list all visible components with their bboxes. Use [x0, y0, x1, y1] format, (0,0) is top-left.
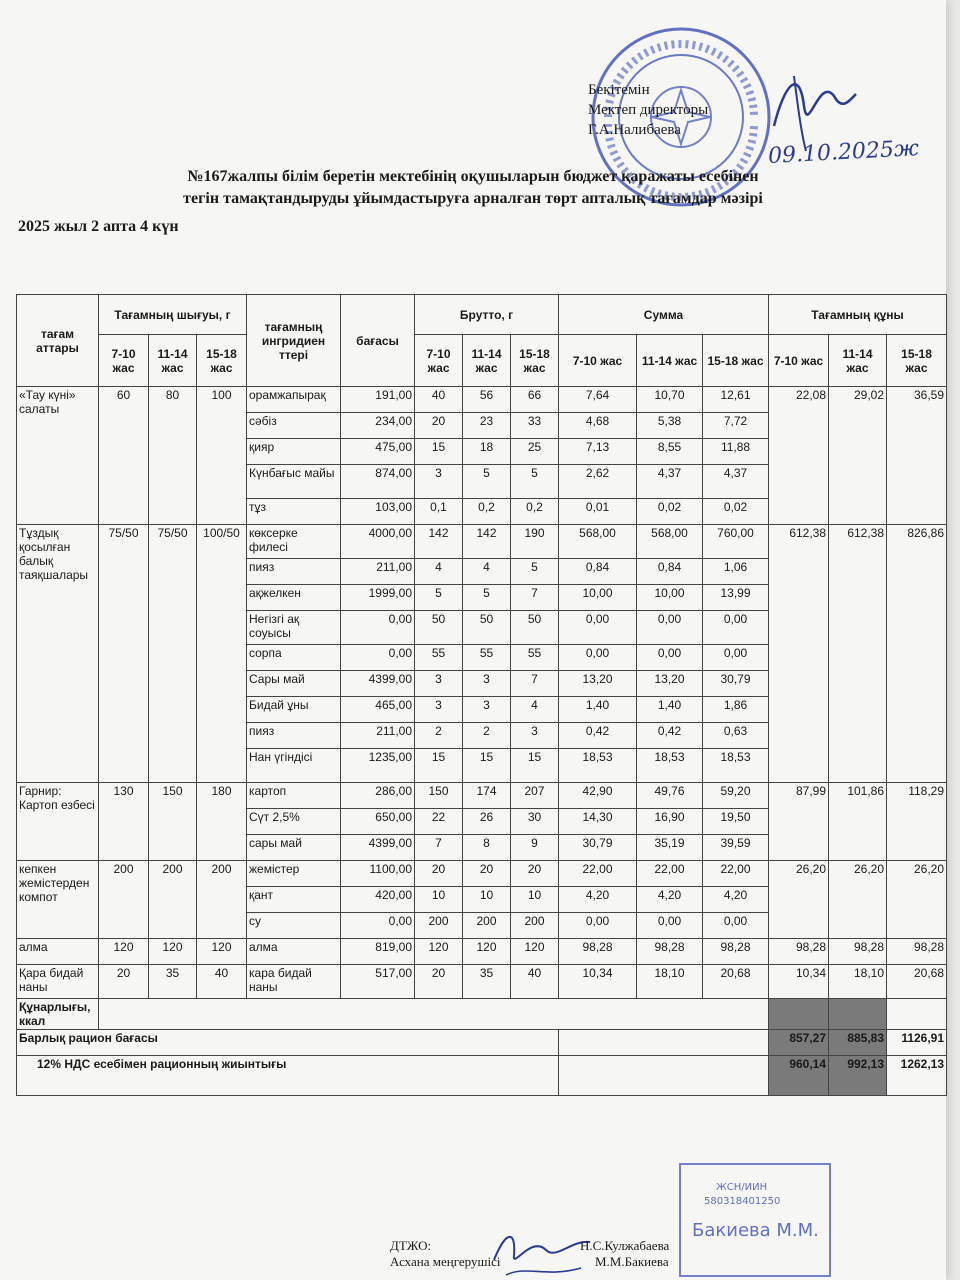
- yield-15-18: 40: [197, 965, 247, 999]
- header-yield: Тағамның шығуы, г: [99, 295, 247, 335]
- cell-s2: 18,53: [637, 749, 703, 783]
- cell-b2: 5: [463, 585, 511, 611]
- cell-b1: 3: [415, 671, 463, 697]
- cell-s1: 7,13: [559, 439, 637, 465]
- header-age: 15-18 жас: [511, 335, 559, 387]
- cell-s2: 49,76: [637, 783, 703, 809]
- cell-s3: 18,53: [703, 749, 769, 783]
- cell-s1: 2,62: [559, 465, 637, 499]
- yield-7-10: 20: [99, 965, 149, 999]
- header-age: 15-18 жас: [887, 335, 947, 387]
- ingredient-name: Күнбағыс майы: [247, 465, 341, 499]
- dish-cost-c2: 18,10: [829, 965, 887, 999]
- cell-b1: 150: [415, 783, 463, 809]
- cell-s2: 16,90: [637, 809, 703, 835]
- menu-table: [16, 294, 947, 1096]
- dish-cost-c3: 826,86: [887, 525, 947, 783]
- cell-b2: 26: [463, 809, 511, 835]
- cell-b1: 2: [415, 723, 463, 749]
- cell-s3: 39,59: [703, 835, 769, 861]
- cell-s1: 22,00: [559, 861, 637, 887]
- cell-b2: 18: [463, 439, 511, 465]
- yield-11-14: 150: [149, 783, 197, 861]
- cell-b3: 10: [511, 887, 559, 913]
- document-title: [0, 166, 946, 210]
- cell-b1: 50: [415, 611, 463, 645]
- approval-line-1: Бекітемін: [588, 82, 650, 98]
- cell-b1: 40: [415, 387, 463, 413]
- approval-line-2: Мектеп директоры: [588, 102, 709, 118]
- cell-b1: 55: [415, 645, 463, 671]
- cell-s1: 0,01: [559, 499, 637, 525]
- dish-cost-c3: 26,20: [887, 861, 947, 939]
- cell-s1: 0,84: [559, 559, 637, 585]
- approval-date: 09.10.2025ж: [767, 136, 920, 169]
- cell-b2: 0,2: [463, 499, 511, 525]
- cell-s1: 0,42: [559, 723, 637, 749]
- ingredient-name: Бидай ұны: [247, 697, 341, 723]
- cell-b2: 3: [463, 697, 511, 723]
- cell-s1: 0,00: [559, 913, 637, 939]
- cell-s3: 0,63: [703, 723, 769, 749]
- cell-price: 0,00: [341, 611, 415, 645]
- cell-s2: 8,55: [637, 439, 703, 465]
- cell-s1: 10,00: [559, 585, 637, 611]
- cell-s2: 4,20: [637, 887, 703, 913]
- ingredient-name: Сары май: [247, 671, 341, 697]
- cell-b3: 5: [511, 559, 559, 585]
- cell-b1: 200: [415, 913, 463, 939]
- cell-s3: 22,00: [703, 861, 769, 887]
- cell-s2: 18,10: [637, 965, 703, 999]
- cell-s1: 568,00: [559, 525, 637, 559]
- cell-price: 1100,00: [341, 861, 415, 887]
- header-cost: Тағамның құны: [769, 295, 947, 335]
- yield-11-14: 35: [149, 965, 197, 999]
- cell-b3: 33: [511, 413, 559, 439]
- cell-s1: 0,00: [559, 645, 637, 671]
- energy-label: Құнарлығы, ккал: [17, 999, 99, 1030]
- dish-cost-c1: 87,99: [769, 783, 829, 861]
- cell-b3: 30: [511, 809, 559, 835]
- cell-s3: 30,79: [703, 671, 769, 697]
- personal-stamp: [676, 1150, 836, 1280]
- cell-price: 0,00: [341, 913, 415, 939]
- cell-s3: 0,02: [703, 499, 769, 525]
- dish-cost-c2: 612,38: [829, 525, 887, 783]
- cell-b1: 0,1: [415, 499, 463, 525]
- footer-name-1: Н.С.Кулжабаева: [580, 1238, 670, 1253]
- ingredient-name: Сүт 2,5%: [247, 809, 341, 835]
- totals-body: [17, 999, 947, 1096]
- yield-7-10: 120: [99, 939, 149, 965]
- ration-total-11-14: 885,83: [829, 1030, 887, 1056]
- cell-s1: 1,40: [559, 697, 637, 723]
- dish-name: алма: [17, 939, 99, 965]
- cell-s3: 0,00: [703, 645, 769, 671]
- cell-price: 650,00: [341, 809, 415, 835]
- cell-s1: 14,30: [559, 809, 637, 835]
- dish-cost-c1: 10,34: [769, 965, 829, 999]
- cell-b3: 0,2: [511, 499, 559, 525]
- header-age: 11-14 жас: [829, 335, 887, 387]
- dish-cost-c1: 26,20: [769, 861, 829, 939]
- dish-cost-c1: 612,38: [769, 525, 829, 783]
- header-age: 15-18 жас: [197, 335, 247, 387]
- cell-s2: 5,38: [637, 413, 703, 439]
- cell-b1: 20: [415, 965, 463, 999]
- dish-name: Тұздық қосылған балық таяқшалары: [17, 525, 99, 783]
- ration-total-7-10: 857,27: [769, 1030, 829, 1056]
- cell-b1: 4: [415, 559, 463, 585]
- yield-7-10: 130: [99, 783, 149, 861]
- cell-b2: 15: [463, 749, 511, 783]
- ingredient-name: көксерке филесі: [247, 525, 341, 559]
- cell-s3: 4,20: [703, 887, 769, 913]
- header-age: 7-10 жас: [769, 335, 829, 387]
- cell-s3: 20,68: [703, 965, 769, 999]
- ration-total-label: Барлық рацион бағасы: [17, 1030, 559, 1056]
- table-row: [17, 965, 947, 999]
- cell-s3: 12,61: [703, 387, 769, 413]
- cell-price: 517,00: [341, 965, 415, 999]
- cell-s2: 10,00: [637, 585, 703, 611]
- header-age: 11-14 жас: [637, 335, 703, 387]
- cell-b3: 55: [511, 645, 559, 671]
- menu-table-body: [17, 387, 947, 999]
- approval-line-3: Г.А.Налибаева: [588, 122, 681, 138]
- stamp-iin-label: ЖСН/ИИН: [716, 1182, 768, 1193]
- dish-cost-c1: 22,08: [769, 387, 829, 525]
- cell-price: 4000,00: [341, 525, 415, 559]
- cell-b1: 120: [415, 939, 463, 965]
- dish-name: Қара бидай наны: [17, 965, 99, 999]
- cell-price: 420,00: [341, 887, 415, 913]
- dish-cost-c3: 98,28: [887, 939, 947, 965]
- footer-signatures: [390, 1238, 670, 1270]
- cell-s3: 19,50: [703, 809, 769, 835]
- cell-b1: 22: [415, 809, 463, 835]
- cell-b1: 3: [415, 465, 463, 499]
- cell-s3: 1,06: [703, 559, 769, 585]
- cell-s1: 4,20: [559, 887, 637, 913]
- cell-b3: 40: [511, 965, 559, 999]
- cell-price: 211,00: [341, 559, 415, 585]
- cell-b2: 5: [463, 465, 511, 499]
- cell-b2: 174: [463, 783, 511, 809]
- table-row: [17, 861, 947, 887]
- cell-s2: 0,00: [637, 913, 703, 939]
- ingredient-name: пияз: [247, 723, 341, 749]
- ingredient-name: пияз: [247, 559, 341, 585]
- ingredient-name: картоп: [247, 783, 341, 809]
- cell-s3: 4,37: [703, 465, 769, 499]
- cell-s2: 0,84: [637, 559, 703, 585]
- yield-15-18: 120: [197, 939, 247, 965]
- dish-cost-c2: 26,20: [829, 861, 887, 939]
- cell-b2: 4: [463, 559, 511, 585]
- cell-b3: 25: [511, 439, 559, 465]
- ingredient-name: ақжелкен: [247, 585, 341, 611]
- table-row: [17, 783, 947, 809]
- cell-b1: 10: [415, 887, 463, 913]
- cell-b3: 15: [511, 749, 559, 783]
- cell-s2: 0,02: [637, 499, 703, 525]
- title-line-2: тегін тамақтандыруды ұйымдастыруға арналған төрт апталық тағамдар мәзірі: [183, 190, 763, 207]
- header-age: 11-14 жас: [149, 335, 197, 387]
- header-age: 7-10 жас: [99, 335, 149, 387]
- ingredient-name: кара бидай наны: [247, 965, 341, 999]
- stamp-iin: 580318401250: [704, 1196, 781, 1207]
- cell-price: 0,00: [341, 645, 415, 671]
- ingredient-name: орамжапырақ: [247, 387, 341, 413]
- table-row: [17, 387, 947, 413]
- title-line-1: №167жалпы білім беретін мектебінің оқушыларын бюджет қаражаты есебінен: [187, 168, 759, 185]
- cell-s1: 0,00: [559, 611, 637, 645]
- cell-s2: 4,37: [637, 465, 703, 499]
- yield-15-18: 200: [197, 861, 247, 939]
- ingredient-name: сәбіз: [247, 413, 341, 439]
- cell-price: 819,00: [341, 939, 415, 965]
- cell-b2: 120: [463, 939, 511, 965]
- cell-price: 234,00: [341, 413, 415, 439]
- cell-b1: 3: [415, 697, 463, 723]
- cell-b3: 120: [511, 939, 559, 965]
- cell-b2: 3: [463, 671, 511, 697]
- cell-b3: 200: [511, 913, 559, 939]
- ingredient-name: су: [247, 913, 341, 939]
- cell-b3: 7: [511, 671, 559, 697]
- cell-b2: 56: [463, 387, 511, 413]
- vat-total-label: 12% НДС есебімен рационның жиынтығы: [17, 1056, 559, 1096]
- cell-s1: 10,34: [559, 965, 637, 999]
- ingredient-name: сорпа: [247, 645, 341, 671]
- yield-11-14: 75/50: [149, 525, 197, 783]
- cell-s2: 0,00: [637, 611, 703, 645]
- cell-b2: 35: [463, 965, 511, 999]
- cell-s2: 98,28: [637, 939, 703, 965]
- dish-cost-c3: 118,29: [887, 783, 947, 861]
- cell-b2: 10: [463, 887, 511, 913]
- ingredient-name: қант: [247, 887, 341, 913]
- dish-cost-c2: 98,28: [829, 939, 887, 965]
- dish-name: «Тау күні» салаты: [17, 387, 99, 525]
- approval-block: [588, 80, 708, 140]
- ingredient-name: тұз: [247, 499, 341, 525]
- header-dish: тағам аттары: [17, 295, 99, 387]
- cell-b2: 23: [463, 413, 511, 439]
- dish-cost-c3: 36,59: [887, 387, 947, 525]
- cell-b2: 55: [463, 645, 511, 671]
- cell-b1: 15: [415, 749, 463, 783]
- cell-price: 211,00: [341, 723, 415, 749]
- cell-s3: 59,20: [703, 783, 769, 809]
- cell-b3: 4: [511, 697, 559, 723]
- cell-b2: 8: [463, 835, 511, 861]
- cell-b2: 142: [463, 525, 511, 559]
- cell-s1: 4,68: [559, 413, 637, 439]
- cell-s2: 10,70: [637, 387, 703, 413]
- cell-s1: 18,53: [559, 749, 637, 783]
- header-price: бағасы: [341, 295, 415, 387]
- vat-total-7-10: 960,14: [769, 1056, 829, 1096]
- cell-b1: 20: [415, 861, 463, 887]
- dish-cost-c2: 101,86: [829, 783, 887, 861]
- dish-cost-c2: 29,02: [829, 387, 887, 525]
- cell-s1: 13,20: [559, 671, 637, 697]
- ingredient-name: Негізгі ақ соуысы: [247, 611, 341, 645]
- cell-b2: 20: [463, 861, 511, 887]
- ingredient-name: алма: [247, 939, 341, 965]
- ingredient-name: Нан үгіндісі: [247, 749, 341, 783]
- cell-price: 286,00: [341, 783, 415, 809]
- cell-price: 1999,00: [341, 585, 415, 611]
- yield-15-18: 180: [197, 783, 247, 861]
- dish-name: кепкен жемістерден компот: [17, 861, 99, 939]
- header-age: 11-14 жас: [463, 335, 511, 387]
- cell-s2: 1,40: [637, 697, 703, 723]
- cell-s1: 42,90: [559, 783, 637, 809]
- cell-price: 103,00: [341, 499, 415, 525]
- cell-price: 191,00: [341, 387, 415, 413]
- stamp-name: Бакиева М.М.: [692, 1220, 819, 1241]
- cell-b1: 5: [415, 585, 463, 611]
- footer-role-1: ДТЖО:: [390, 1238, 432, 1253]
- yield-11-14: 80: [149, 387, 197, 525]
- cell-b3: 5: [511, 465, 559, 499]
- cell-price: 475,00: [341, 439, 415, 465]
- header-ingredients: тағамның ингридиен ттері: [247, 295, 341, 387]
- yield-7-10: 200: [99, 861, 149, 939]
- dish-name: Гарнир: Картоп езбесі: [17, 783, 99, 861]
- dish-cost-c3: 20,68: [887, 965, 947, 999]
- cell-s2: 22,00: [637, 861, 703, 887]
- ration-total-15-18: 1126,91: [887, 1030, 947, 1056]
- cell-s2: 13,20: [637, 671, 703, 697]
- header-sum: Сумма: [559, 295, 769, 335]
- table-row: [17, 939, 947, 965]
- header-age: 7-10 жас: [415, 335, 463, 387]
- ingredient-name: жемістер: [247, 861, 341, 887]
- dish-cost-c1: 98,28: [769, 939, 829, 965]
- cell-b1: 7: [415, 835, 463, 861]
- table-row: [17, 525, 947, 559]
- footer-name-2: М.М.Бакиева: [595, 1254, 669, 1269]
- cell-b2: 2: [463, 723, 511, 749]
- cell-s3: 13,99: [703, 585, 769, 611]
- cell-s3: 11,88: [703, 439, 769, 465]
- cell-b3: 9: [511, 835, 559, 861]
- cell-s1: 7,64: [559, 387, 637, 413]
- cell-b3: 190: [511, 525, 559, 559]
- vat-total-15-18: 1262,13: [887, 1056, 947, 1096]
- yield-15-18: 100: [197, 387, 247, 525]
- header-age: 15-18 жас: [703, 335, 769, 387]
- cell-b2: 200: [463, 913, 511, 939]
- vat-total-11-14: 992,13: [829, 1056, 887, 1096]
- cell-price: 465,00: [341, 697, 415, 723]
- cell-s3: 0,00: [703, 913, 769, 939]
- cell-price: 4399,00: [341, 671, 415, 697]
- yield-11-14: 120: [149, 939, 197, 965]
- cell-b3: 50: [511, 611, 559, 645]
- cell-b3: 3: [511, 723, 559, 749]
- ingredient-name: қияр: [247, 439, 341, 465]
- cell-s2: 568,00: [637, 525, 703, 559]
- cell-price: 1235,00: [341, 749, 415, 783]
- cell-s3: 98,28: [703, 939, 769, 965]
- cell-b3: 207: [511, 783, 559, 809]
- cell-s2: 0,00: [637, 645, 703, 671]
- cell-s2: 35,19: [637, 835, 703, 861]
- cell-b2: 50: [463, 611, 511, 645]
- cell-s3: 1,86: [703, 697, 769, 723]
- header-brutto: Брутто, г: [415, 295, 559, 335]
- cell-b1: 20: [415, 413, 463, 439]
- cell-price: 874,00: [341, 465, 415, 499]
- cell-s3: 7,72: [703, 413, 769, 439]
- header-age: 7-10 жас: [559, 335, 637, 387]
- footer-role-2: Асхана меңгерушісі: [390, 1254, 501, 1269]
- cell-price: 4399,00: [341, 835, 415, 861]
- cell-s3: 0,00: [703, 611, 769, 645]
- cell-s2: 0,42: [637, 723, 703, 749]
- ingredient-name: сары май: [247, 835, 341, 861]
- cell-b3: 7: [511, 585, 559, 611]
- yield-15-18: 100/50: [197, 525, 247, 783]
- cell-b3: 20: [511, 861, 559, 887]
- yield-7-10: 75/50: [99, 525, 149, 783]
- cell-s1: 30,79: [559, 835, 637, 861]
- cell-b3: 66: [511, 387, 559, 413]
- cell-s3: 760,00: [703, 525, 769, 559]
- cell-s1: 98,28: [559, 939, 637, 965]
- week-day-label: 2025 жыл 2 апта 4 күн: [18, 218, 179, 235]
- yield-7-10: 60: [99, 387, 149, 525]
- cell-b1: 142: [415, 525, 463, 559]
- cell-b1: 15: [415, 439, 463, 465]
- yield-11-14: 200: [149, 861, 197, 939]
